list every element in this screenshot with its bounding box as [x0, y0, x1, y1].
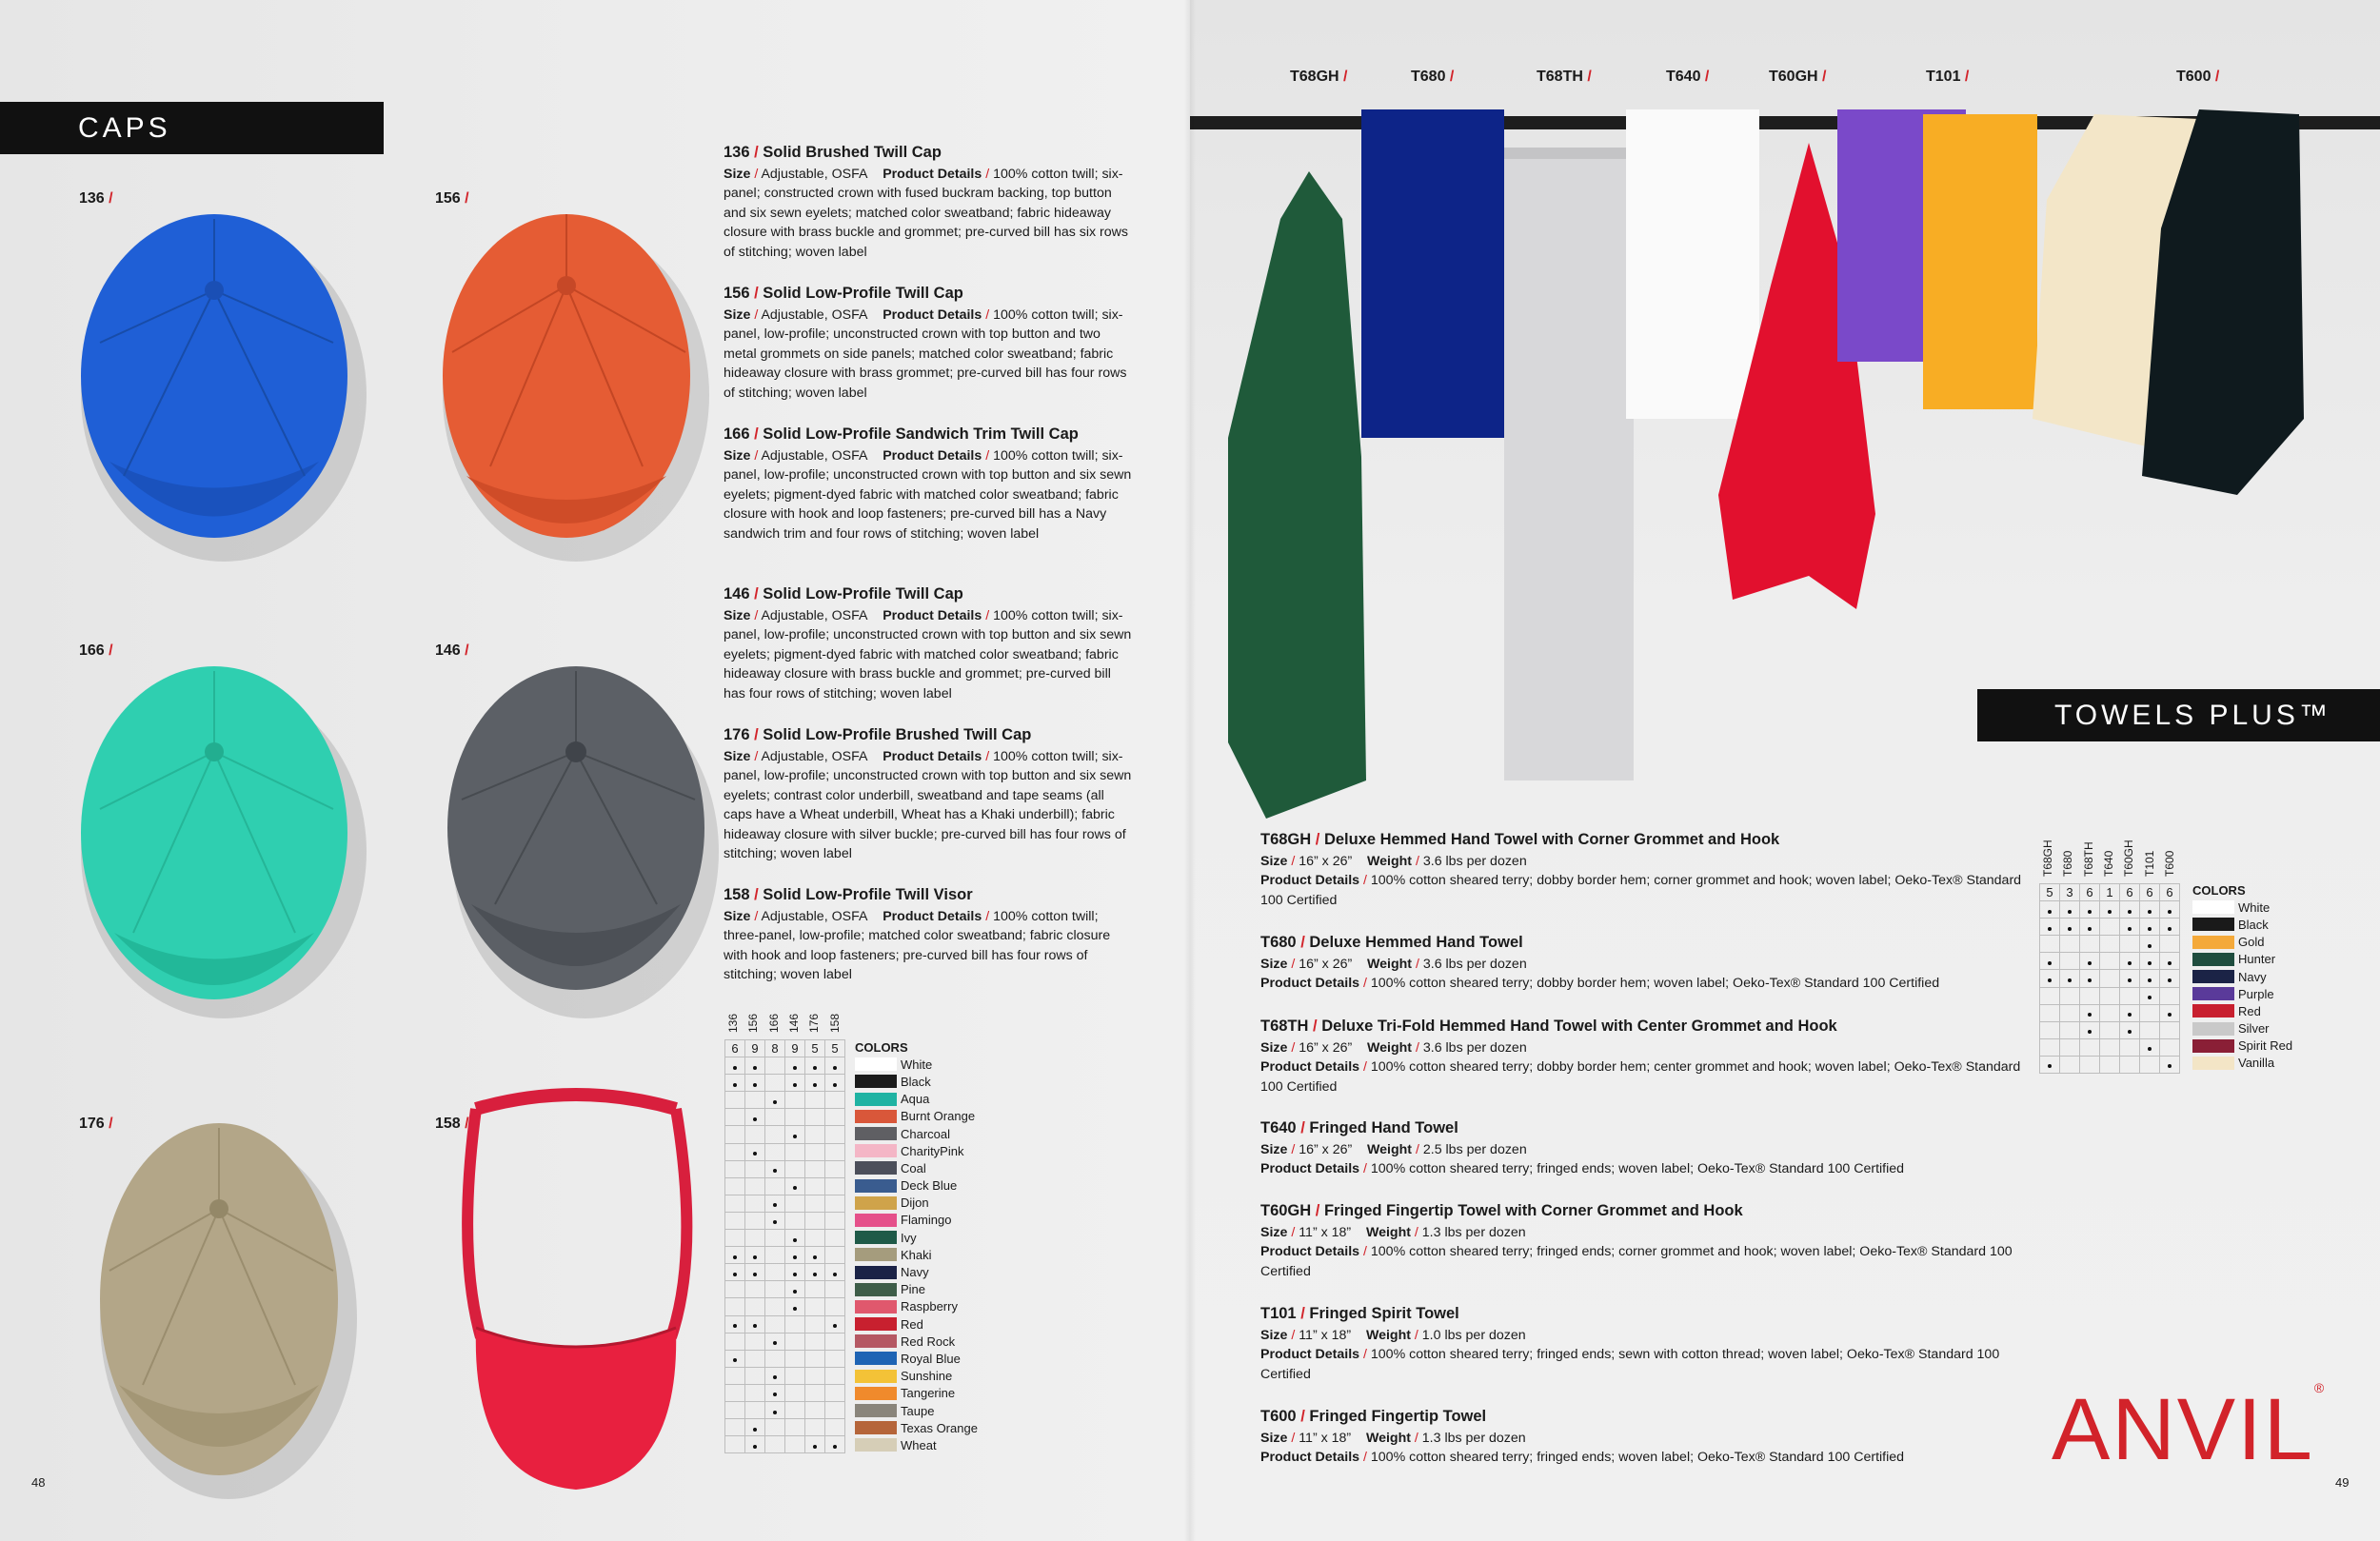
availability-dot	[2168, 978, 2172, 982]
page-number-left: 48	[31, 1475, 46, 1490]
color-swatch-row	[855, 1056, 978, 1073]
availability-dot	[753, 1273, 757, 1276]
availability-dot	[2128, 978, 2132, 982]
color-name: Charcoal	[901, 1126, 951, 1141]
color-swatch-row	[855, 1436, 978, 1453]
color-row	[2040, 970, 2180, 987]
availability-dot	[2048, 927, 2052, 931]
color-name: Aqua	[901, 1092, 930, 1107]
towel-label-t640: T640 /	[1666, 69, 1710, 85]
color-swatch	[855, 1196, 897, 1210]
cap-176-image	[67, 1080, 371, 1528]
color-swatch-row	[2192, 968, 2292, 985]
style-header: T60GH	[2122, 840, 2136, 877]
color-swatch-row	[855, 1402, 978, 1419]
availability-dot	[2108, 910, 2112, 914]
color-swatch	[855, 1387, 897, 1400]
availability-dot	[753, 1324, 757, 1328]
color-row	[2040, 953, 2180, 970]
color-row	[725, 1384, 845, 1401]
color-name: Vanilla	[2238, 1056, 2275, 1071]
color-row	[2040, 1004, 2180, 1021]
style-header: T640	[2101, 850, 2115, 877]
color-row	[725, 1092, 845, 1109]
availability-dot	[2148, 927, 2152, 931]
color-swatch-row	[855, 1091, 978, 1108]
towel-product-t600: T600 / Fringed Fingertip Towel Size / 11” x 18” Weight / 1.3 lbs per dozen Product Details / 100% cotton sheared terry; fringed ends; woven label; Oeko-Tex® Standard 100 Certified	[1260, 1408, 1905, 1465]
cap-label-156: 156 /	[435, 190, 469, 207]
availability-dot	[773, 1393, 777, 1396]
color-swatch-row	[2192, 899, 2292, 916]
style-count: 9	[785, 1040, 805, 1057]
color-name: Navy	[901, 1265, 929, 1280]
color-name: Burnt Orange	[901, 1109, 976, 1124]
color-name: Navy	[2238, 969, 2267, 984]
availability-dot	[793, 1083, 797, 1087]
availability-dot	[2128, 927, 2132, 931]
towel-product-t101: T101 / Fringed Spirit Towel Size / 11” x 18” Weight / 1.0 lbs per dozen Product Details / 100% cotton sheared terry; fringed ends; sewn with cotton thread; woven label; Oeko-Tex® Standard 100 Certified	[1260, 1305, 2000, 1382]
availability-dot	[753, 1445, 757, 1449]
color-row	[725, 1298, 845, 1315]
color-name: CharityPink	[901, 1143, 964, 1158]
product-176: 176 / Solid Low-Profile Brushed Twill Cap Size / Adjustable, OSFA Product Details / 100% cotton twill; six-panel, low-profile; unconstructed crown with top button and six sewn eyelets; contrast color underbill, sweatband and tape seams (all caps have a Wheat underbill, Wheat has a Khaki underbill); fabric hideaway closure with silver buckle; pre-curved bill has four rows of stitching; woven label	[724, 726, 1132, 861]
availability-dot	[2088, 961, 2092, 965]
color-row	[2040, 1021, 2180, 1038]
page-spine	[1184, 0, 1196, 1541]
style-header: 176	[807, 1013, 822, 1033]
availability-dot	[2168, 927, 2172, 931]
availability-dot	[733, 1066, 737, 1070]
caps-color-grid	[724, 1039, 845, 1453]
color-swatch	[855, 1404, 897, 1417]
color-swatch-row	[2192, 1002, 2292, 1019]
availability-dot	[2068, 927, 2072, 931]
color-row	[725, 1160, 845, 1177]
availability-dot	[733, 1324, 737, 1328]
availability-dot	[2088, 1013, 2092, 1017]
availability-dot	[2088, 1030, 2092, 1034]
product-136: 136 / Solid Brushed Twill Cap Size / Adjustable, OSFA Product Details / 100% cotton twill; six-panel; constructed crown with fused buckram backing, top button and six sewn eyelets; matched color sweatband; fabric hideaway closure with brass buckle and grommet; pre-curved bill has six rows of stitching; woven label	[724, 144, 1129, 260]
color-name: Silver	[2238, 1021, 2270, 1037]
color-swatch	[855, 1231, 897, 1244]
color-name: Red Rock	[901, 1334, 956, 1349]
color-row	[725, 1057, 845, 1075]
availability-dot	[793, 1135, 797, 1138]
product-name: Solid Brushed Twill Cap	[763, 144, 942, 161]
cap-136-image	[57, 162, 371, 581]
color-swatch-row	[855, 1281, 978, 1298]
availability-dot	[773, 1375, 777, 1379]
style-header: T68TH	[2081, 841, 2095, 877]
availability-dot	[2148, 961, 2152, 965]
availability-dot	[833, 1066, 837, 1070]
color-swatch	[2192, 936, 2234, 949]
color-swatch-row	[2192, 1020, 2292, 1037]
color-swatch	[855, 1057, 897, 1071]
color-name: Sunshine	[901, 1369, 953, 1384]
towels-banner	[1977, 689, 2380, 741]
page-number-right: 49	[2335, 1475, 2350, 1490]
availability-dot	[2148, 996, 2152, 999]
color-swatch-row	[855, 1159, 978, 1176]
color-row	[725, 1350, 845, 1367]
availability-dot	[753, 1255, 757, 1259]
color-swatch-row	[855, 1315, 978, 1333]
color-row	[725, 1367, 845, 1384]
availability-dot	[833, 1083, 837, 1087]
availability-dot	[733, 1358, 737, 1362]
color-name: Texas Orange	[901, 1420, 978, 1435]
color-name: Red	[2238, 1003, 2261, 1018]
availability-dot	[793, 1066, 797, 1070]
cap-156-image	[409, 162, 724, 581]
color-swatch	[855, 1144, 897, 1157]
style-header: 156	[746, 1013, 761, 1033]
availability-dot	[833, 1445, 837, 1449]
towel-label-t68th: T68TH /	[1537, 69, 1592, 85]
color-swatch-row	[855, 1108, 978, 1125]
color-row	[725, 1333, 845, 1350]
style-header: 136	[726, 1013, 740, 1033]
color-row	[725, 1419, 845, 1436]
style-count: 6	[2080, 884, 2100, 901]
color-row	[725, 1143, 845, 1160]
product-158: 158 / Solid Low-Profile Twill Visor Size / Adjustable, OSFA Product Details / 100% cotton twill; three-panel, low-profile; matched color sweatband; fabric closure with hook and loop fasteners; pre-curved bill has four rows of stitching; woven label	[724, 886, 1111, 982]
availability-dot	[813, 1083, 817, 1087]
availability-dot	[2128, 910, 2132, 914]
color-row	[2040, 1038, 2180, 1056]
availability-dot	[773, 1411, 777, 1414]
availability-dot	[733, 1273, 737, 1276]
availability-dot	[2068, 910, 2072, 914]
style-header: 146	[786, 1013, 801, 1033]
availability-dot	[773, 1100, 777, 1104]
availability-dot	[833, 1324, 837, 1328]
color-row	[725, 1230, 845, 1247]
color-swatch	[2192, 953, 2234, 966]
color-name: Pine	[901, 1282, 926, 1297]
availability-dot	[2148, 978, 2152, 982]
color-swatch-row	[855, 1177, 978, 1195]
color-name: Hunter	[2238, 952, 2276, 967]
color-swatch	[855, 1127, 897, 1140]
availability-dot	[793, 1290, 797, 1294]
color-swatch-row	[2192, 934, 2292, 951]
caps-banner	[0, 102, 384, 154]
color-row	[725, 1315, 845, 1333]
towel-product-t640: T640 / Fringed Hand Towel Size / 16” x 26” Weight / 2.5 lbs per dozen Product Details / 100% cotton sheared terry; fringed ends; woven label; Oeko-Tex® Standard 100 Certified	[1260, 1119, 1905, 1176]
caps-color-list	[855, 1038, 978, 1454]
style-count: 9	[745, 1040, 765, 1057]
color-swatch	[2192, 987, 2234, 1000]
color-swatch	[855, 1075, 897, 1088]
style-header: 166	[766, 1013, 781, 1033]
product-num: 136	[724, 144, 750, 161]
color-name: White	[2238, 899, 2271, 915]
color-swatch	[855, 1352, 897, 1365]
color-name: Khaki	[901, 1247, 932, 1262]
visor-158-image	[447, 1080, 704, 1509]
color-swatch-row	[855, 1350, 978, 1367]
towel-product-t60gh: T60GH / Fringed Fingertip Towel with Corner Grommet and Hook Size / 11” x 18” Weight / 1.3 lbs per dozen Product Details / 100% cotton sheared terry; fringed ends; corner grommet and hook; woven label; Oeko-Tex® Standard 100 Certified	[1260, 1202, 2013, 1279]
color-row	[725, 1075, 845, 1092]
color-row	[725, 1247, 845, 1264]
color-row	[2040, 901, 2180, 919]
color-name: Coal	[901, 1160, 926, 1176]
availability-dot	[2048, 961, 2052, 965]
color-name: Spirit Red	[2238, 1038, 2293, 1054]
towel-label-t680: T680 /	[1411, 69, 1455, 85]
towel-label-t101: T101 /	[1926, 69, 1970, 85]
color-swatch-row	[855, 1419, 978, 1436]
color-swatch	[855, 1161, 897, 1175]
availability-dot	[2168, 1013, 2172, 1017]
availability-dot	[753, 1117, 757, 1121]
style-count: 1	[2100, 884, 2120, 901]
color-name: Dijon	[901, 1195, 929, 1211]
color-swatch-row	[855, 1246, 978, 1263]
style-count: 6	[2140, 884, 2160, 901]
style-count: 6	[2120, 884, 2140, 901]
color-swatch	[855, 1438, 897, 1452]
color-swatch	[2192, 918, 2234, 931]
availability-dot	[813, 1445, 817, 1449]
availability-dot	[773, 1220, 777, 1224]
availability-dot	[2068, 978, 2072, 982]
color-swatch	[855, 1421, 897, 1434]
colors-label: COLORS	[855, 1039, 908, 1055]
color-swatch-row	[855, 1229, 978, 1246]
color-swatch	[855, 1334, 897, 1348]
color-swatch	[2192, 1022, 2234, 1036]
availability-dot	[2088, 927, 2092, 931]
color-swatch	[855, 1317, 897, 1331]
availability-dot	[2148, 910, 2152, 914]
right-page	[1190, 0, 2380, 1541]
cap-label-136: 136 /	[79, 190, 113, 207]
availability-dot	[2168, 1064, 2172, 1068]
towel-product-t68gh: T68GH / Deluxe Hemmed Hand Towel with Corner Grommet and Hook Size / 16” x 26” Weight / 3.6 lbs per dozen Product Details / 100% cotton sheared terry; dobby border hem; corner grommet and hook; woven label; Oeko-Tex® Standard 100 Certified	[1260, 831, 2022, 908]
cap-166-image	[57, 619, 371, 1037]
availability-dot	[2168, 961, 2172, 965]
availability-dot	[2048, 1064, 2052, 1068]
towel-label-t600: T600 /	[2176, 69, 2220, 85]
style-header: T101	[2142, 850, 2156, 877]
availability-dot	[2148, 944, 2152, 948]
color-swatch	[2192, 970, 2234, 983]
product-156: 156 / Solid Low-Profile Twill Cap Size / Adjustable, OSFA Product Details / 100% cotton twill; six-panel, low-profile; unconstructed crown with top button and two metal grommets on side panels; matched color sweatband; fabric hideaway closure with brass grommet; pre-curved bill has four rows of stitching; woven label	[724, 285, 1127, 401]
color-swatch-row	[855, 1125, 978, 1142]
color-swatch	[855, 1214, 897, 1227]
cap-label-176: 176 /	[79, 1116, 113, 1132]
availability-dot	[793, 1255, 797, 1259]
availability-dot	[2048, 978, 2052, 982]
color-swatch-row	[855, 1073, 978, 1090]
style-header: T680	[2061, 850, 2075, 877]
availability-dot	[793, 1273, 797, 1276]
color-name: Ivy	[901, 1230, 917, 1245]
color-name: Royal Blue	[901, 1351, 961, 1366]
availability-dot	[753, 1083, 757, 1087]
color-row	[725, 1126, 845, 1143]
availability-dot	[753, 1152, 757, 1156]
color-swatch	[855, 1179, 897, 1193]
style-count: 5	[805, 1040, 825, 1057]
availability-dot	[2048, 910, 2052, 914]
color-swatch	[855, 1093, 897, 1106]
style-count: 5	[825, 1040, 845, 1057]
style-count: 6	[725, 1040, 745, 1057]
color-name: Black	[901, 1074, 931, 1089]
availability-dot	[2088, 978, 2092, 982]
color-row	[2040, 919, 2180, 936]
towel-product-t68th: T68TH / Deluxe Tri-Fold Hemmed Hand Towel with Center Grommet and Hook Size / 16” x 26” Weight / 3.6 lbs per dozen Product Details / 100% cotton sheared terry; dobby border hem; center grommet and hook; woven label; Oeko-Tex® Standard 100 Certified	[1260, 1017, 2021, 1095]
availability-dot	[2128, 1030, 2132, 1034]
color-swatch	[2192, 900, 2234, 914]
caps-banner-title: CAPS	[78, 111, 171, 144]
color-swatch-row	[2192, 951, 2292, 968]
availability-dot	[813, 1066, 817, 1070]
color-name: Red	[901, 1316, 923, 1332]
availability-dot	[2168, 910, 2172, 914]
color-swatch-row	[855, 1333, 978, 1350]
product-166: 166 / Solid Low-Profile Sandwich Trim Twill Cap Size / Adjustable, OSFA Product Details / 100% cotton twill; six-panel, low-profile; unconstructed crown with top button and six sewn eyelets; pigment-dyed fabric with matched color sweatband; fabric closure with hook and loop fasteners; pre-curved bill has a Navy sandwich trim and four rows of stitching; woven label	[724, 425, 1132, 542]
color-name: Black	[2238, 917, 2269, 932]
availability-dot	[2148, 1047, 2152, 1051]
color-row	[725, 1195, 845, 1212]
availability-dot	[813, 1273, 817, 1276]
towels-color-list	[2192, 881, 2292, 1072]
availability-dot	[773, 1169, 777, 1173]
color-name: Flamingo	[901, 1213, 952, 1228]
color-swatch	[2192, 1039, 2234, 1053]
towel-label-t68gh: T68GH /	[1290, 69, 1348, 85]
style-count: 6	[2160, 884, 2180, 901]
color-swatch	[855, 1248, 897, 1261]
style-header: T68GH	[2041, 840, 2054, 877]
color-row	[2040, 936, 2180, 953]
color-swatch	[855, 1300, 897, 1314]
color-row	[725, 1212, 845, 1229]
color-swatch	[855, 1266, 897, 1279]
color-swatch	[855, 1283, 897, 1296]
color-swatch-row	[855, 1195, 978, 1212]
availability-dot	[733, 1255, 737, 1259]
color-row	[725, 1264, 845, 1281]
availability-dot	[2088, 910, 2092, 914]
color-name: Tangerine	[901, 1386, 956, 1401]
color-swatch	[2192, 1004, 2234, 1017]
color-swatch-row	[855, 1385, 978, 1402]
color-swatch-row	[2192, 916, 2292, 933]
availability-dot	[2128, 1013, 2132, 1017]
color-swatch-row	[2192, 1055, 2292, 1072]
color-swatch	[855, 1110, 897, 1123]
color-swatch-row	[2192, 985, 2292, 1002]
color-row	[725, 1109, 845, 1126]
availability-dot	[773, 1341, 777, 1345]
availability-dot	[793, 1238, 797, 1242]
style-count: 3	[2060, 884, 2080, 901]
color-swatch-row	[855, 1298, 978, 1315]
availability-dot	[793, 1307, 797, 1311]
cap-label-158: 158 /	[435, 1116, 469, 1132]
availability-dot	[733, 1083, 737, 1087]
color-name: Deck Blue	[901, 1178, 958, 1194]
availability-dot	[2128, 961, 2132, 965]
style-count: 8	[765, 1040, 785, 1057]
color-swatch-row	[855, 1368, 978, 1385]
color-name: White	[901, 1057, 933, 1072]
color-row	[2040, 1056, 2180, 1073]
color-name: Taupe	[901, 1403, 935, 1418]
color-swatch-row	[855, 1263, 978, 1280]
towel-product-t680: T680 / Deluxe Hemmed Hand Towel Size / 16” x 26” Weight / 3.6 lbs per dozen Product Details / 100% cotton sheared terry; dobby border hem; woven label; Oeko-Tex® Standard 100 Certified	[1260, 934, 1940, 991]
availability-dot	[833, 1273, 837, 1276]
cap-146-image	[419, 619, 733, 1037]
style-header: T600	[2162, 850, 2176, 877]
color-swatch	[2192, 1057, 2234, 1070]
towels-color-grid	[2039, 883, 2180, 1074]
color-row	[725, 1281, 845, 1298]
style-header: 158	[827, 1013, 842, 1033]
color-swatch-row	[855, 1142, 978, 1159]
color-name: Gold	[2238, 935, 2265, 950]
color-row	[725, 1401, 845, 1418]
cap-label-146: 146 /	[435, 642, 469, 659]
style-count: 5	[2040, 884, 2060, 901]
colors-label: COLORS	[2192, 882, 2246, 898]
color-name: Purple	[2238, 986, 2274, 1001]
availability-dot	[753, 1428, 757, 1432]
color-name: Raspberry	[901, 1299, 958, 1314]
color-row	[725, 1177, 845, 1195]
cap-label-166: 166 /	[79, 642, 113, 659]
color-name: Wheat	[901, 1437, 937, 1452]
anvil-logo: ANVIL®	[2052, 1380, 2327, 1478]
availability-dot	[753, 1066, 757, 1070]
availability-dot	[793, 1186, 797, 1190]
towel-label-t60gh: T60GH /	[1769, 69, 1827, 85]
availability-dot	[773, 1203, 777, 1207]
color-swatch-row	[2192, 1037, 2292, 1055]
color-row	[725, 1436, 845, 1453]
towels-banner-title: TOWELS PLUS™	[2054, 699, 2331, 731]
color-row	[2040, 987, 2180, 1004]
color-swatch	[855, 1370, 897, 1383]
color-swatch-row	[855, 1212, 978, 1229]
availability-dot	[813, 1255, 817, 1259]
product-146: 146 / Solid Low-Profile Twill Cap Size / Adjustable, OSFA Product Details / 100% cotton twill; six-panel, low-profile; unconstructed crown with top button and six sewn eyelets; pigment-dyed fabric with matched color sweatband; fabric hideaway closure with brass buckle and grommet; pre-curved bill has four rows of stitching; woven label	[724, 585, 1132, 701]
